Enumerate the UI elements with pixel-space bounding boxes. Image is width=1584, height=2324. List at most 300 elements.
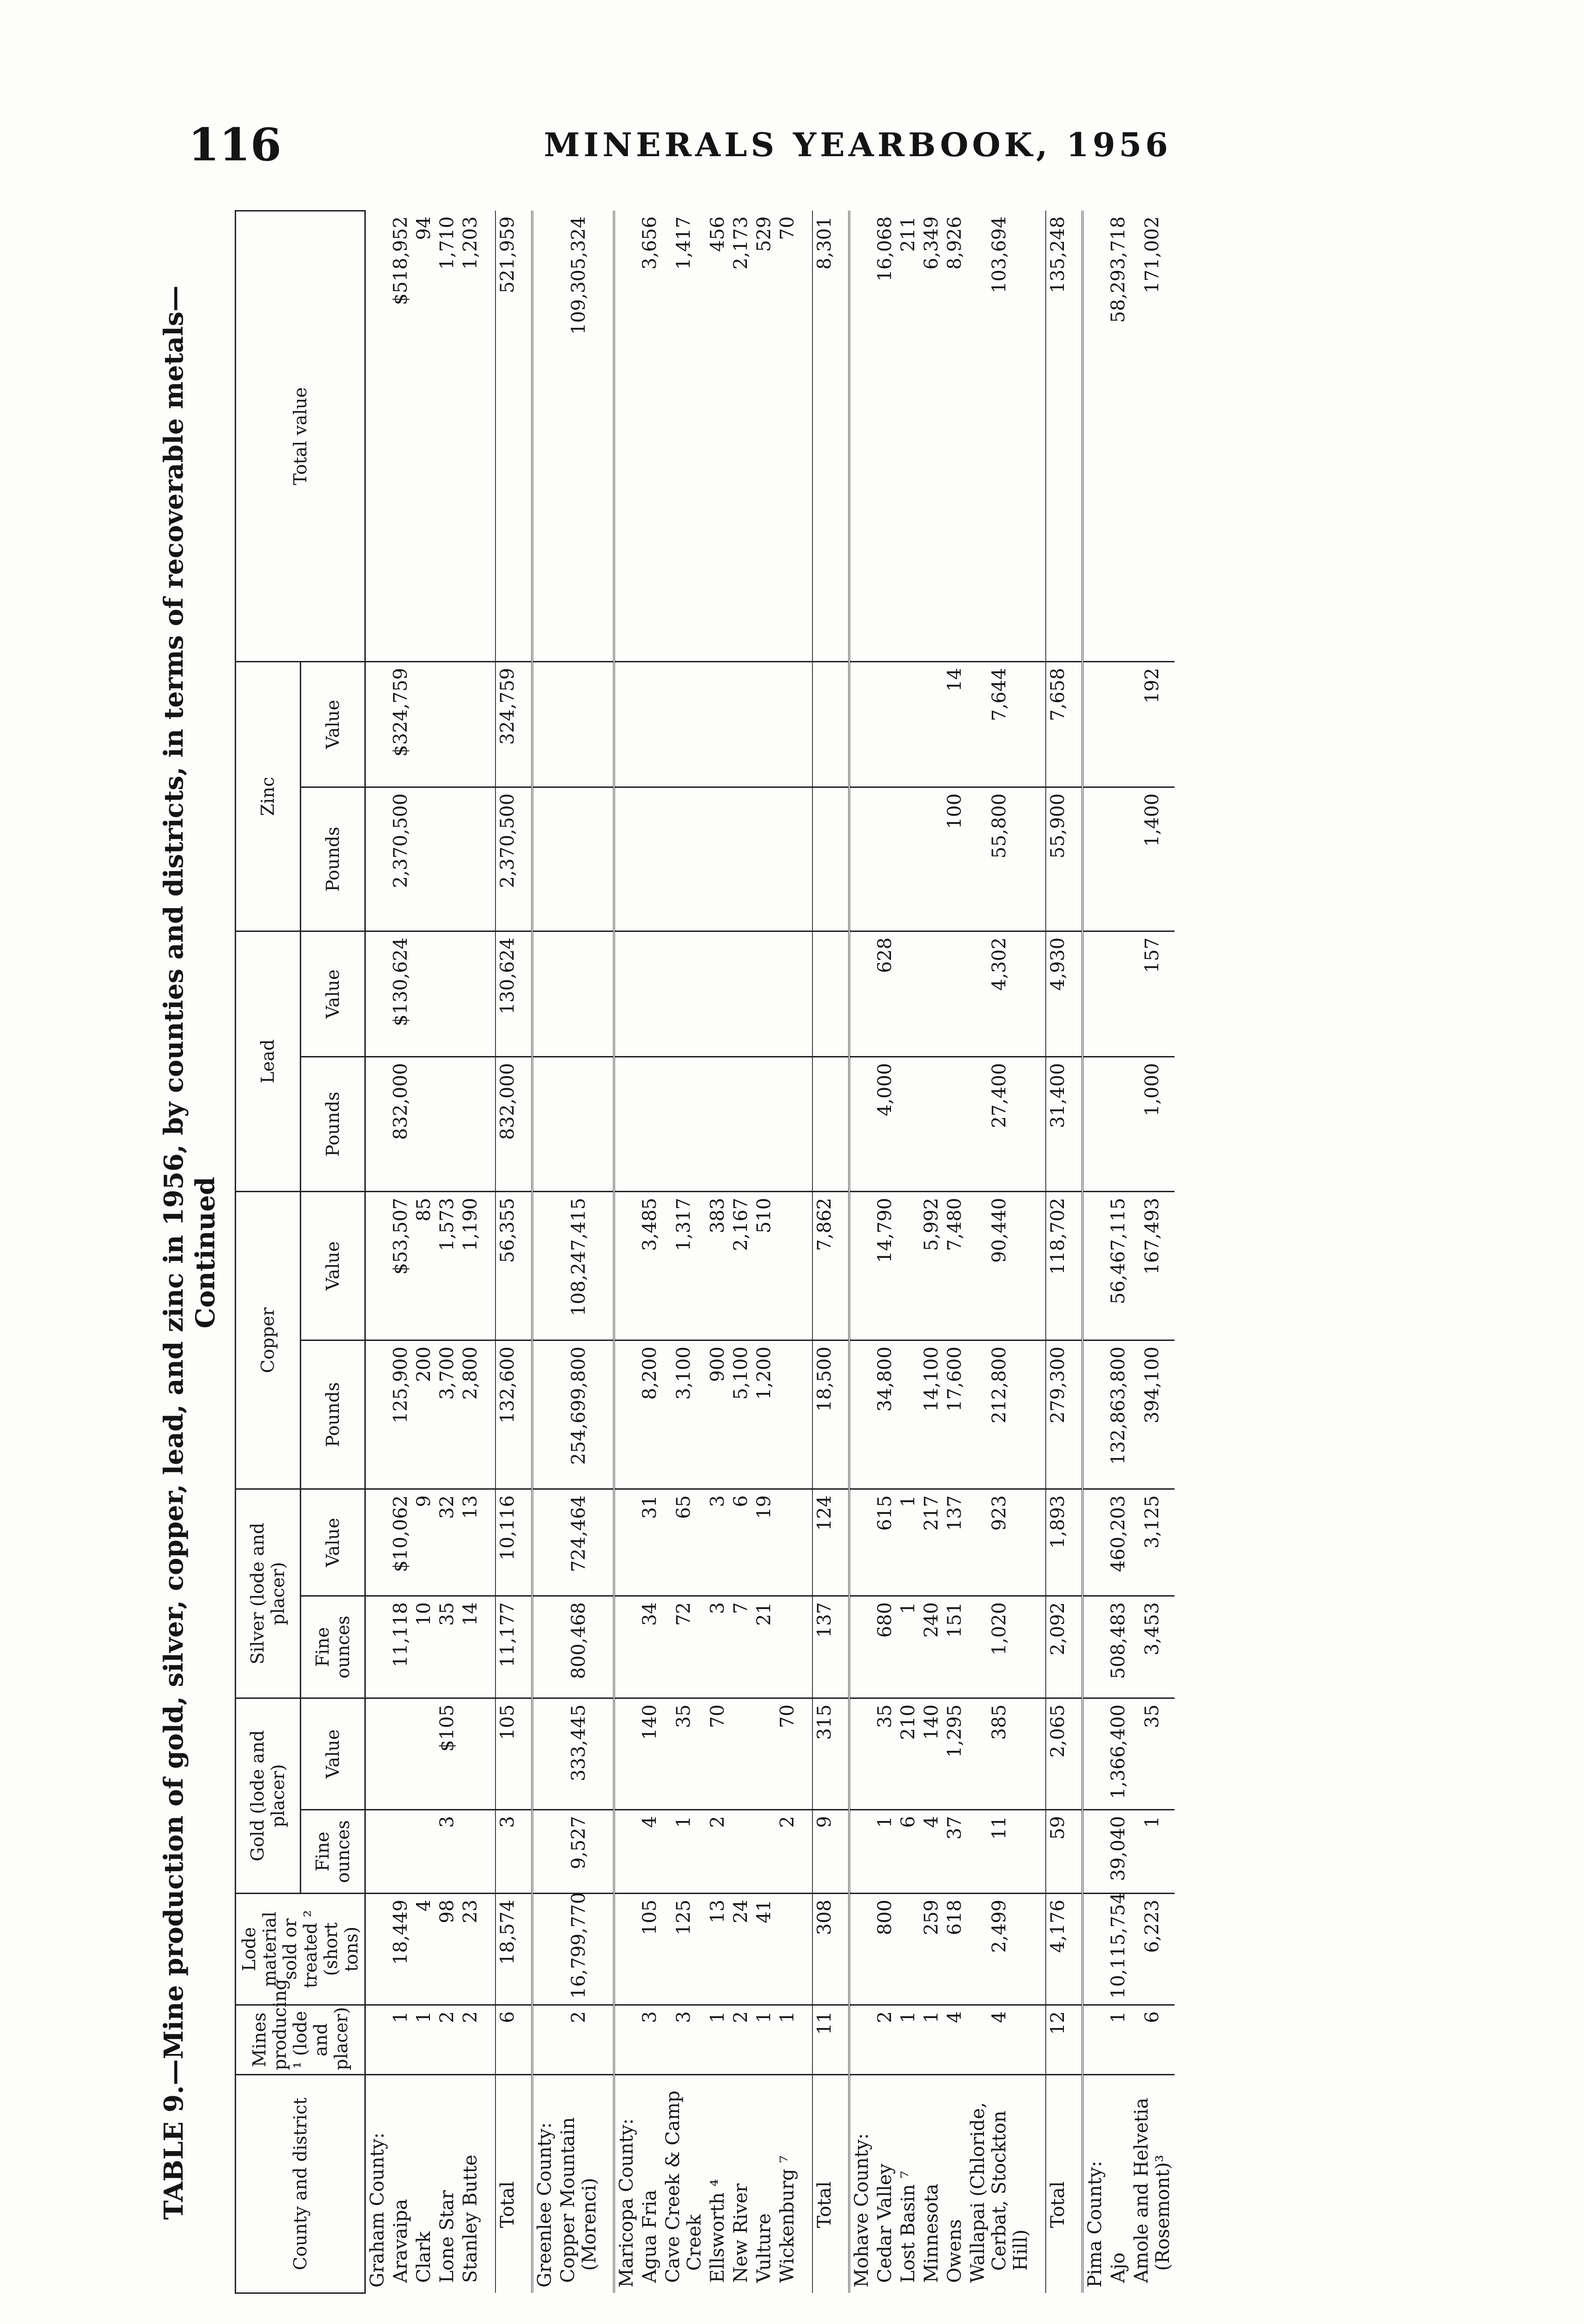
row-label: Mohave County:: [851, 2133, 872, 2288]
spacer-cell: [482, 211, 495, 661]
cell-total: 1,417: [661, 211, 706, 661]
cell-copper-lb: 900: [706, 1340, 729, 1489]
cell-gold-oz: 2: [706, 1810, 729, 1894]
spacer-cell: [1069, 1596, 1082, 1698]
cell-silver-oz: 1,020: [966, 1596, 1032, 1698]
cell-lode: 10,115,754: [1107, 1894, 1130, 2005]
spacer-cell: [519, 1489, 532, 1596]
spacer-cell: [1069, 211, 1082, 661]
cell-zinc-lb: 2,370,500: [389, 787, 412, 931]
cell-silver-val: 6: [729, 1489, 752, 1596]
spacer-cell: [1069, 1340, 1082, 1489]
spacer-cell: [836, 1596, 849, 1698]
cell-zinc-lb: [706, 787, 729, 931]
cell-gold-oz: 39,040: [1107, 1810, 1130, 1894]
row-label: Cave Creek & Camp Creek: [662, 2090, 705, 2283]
col-silver-ounces: Fine ounces: [300, 1596, 365, 1698]
cell-mines: 2: [556, 2005, 601, 2075]
col-gold-value: Value: [300, 1698, 365, 1810]
cell-lode: [614, 1894, 638, 2005]
cell-gold-val: [752, 1698, 776, 1810]
cell-silver-oz: 10: [412, 1596, 436, 1698]
cell-lode: 800: [873, 1894, 897, 2005]
cell-mines: 4: [966, 2005, 1032, 2075]
cell-total: 103,694: [966, 211, 1032, 661]
spacer-cell: [1032, 1698, 1046, 1810]
cell-lode: 18,574: [495, 1894, 519, 2005]
cell-silver-oz: 7: [729, 1596, 752, 1698]
cell-lode: 18,449: [389, 1894, 412, 2005]
cell-lead-lb: 832,000: [389, 1056, 412, 1191]
caption-line-1: TABLE 9.—Mine production of gold, silver, copper, lead, and zinc in 1956, by counties and districts, in terms of recoverable metals—: [158, 285, 189, 2220]
row-spacer: [482, 211, 495, 2293]
cell-gold-oz: 37: [943, 1810, 966, 1894]
cell-copper-val: [849, 1191, 873, 1340]
cell-zinc-val: 7,644: [966, 661, 1032, 787]
cell-lode: 259: [920, 1894, 943, 2005]
cell-lode: 105: [638, 1894, 661, 2005]
spacer-cell: [519, 787, 532, 931]
cell-mines: 12: [1046, 2005, 1069, 2075]
row-label: Vulture: [753, 2213, 775, 2283]
cell-lead-lb: [729, 1056, 752, 1191]
cell-lead-val: [436, 931, 459, 1056]
cell-silver-val: 10,116: [495, 1489, 519, 1596]
district-row: [1130, 211, 1175, 2293]
cell-lode: 4: [412, 1894, 436, 2005]
cell-lead-val: [943, 931, 966, 1056]
cell-copper-lb: 254,699,800: [556, 1340, 601, 1489]
spacer-cell: [482, 1191, 495, 1340]
cell-gold-oz: 3: [495, 1810, 519, 1894]
cell-total: 135,248: [1046, 211, 1069, 661]
cell-silver-val: 724,464: [556, 1489, 601, 1596]
row-label: Pima County:: [1084, 2160, 1106, 2288]
spacer-cell: [799, 2005, 812, 2075]
cell-copper-lb: 18,500: [812, 1340, 836, 1489]
cell-gold-val: 315: [812, 1698, 836, 1810]
cell-mines: [365, 2005, 389, 2075]
cell-copper-val: 7,862: [812, 1191, 836, 1340]
cell-copper-val: 1,190: [459, 1191, 482, 1340]
spacer-cell: [1069, 2005, 1082, 2075]
col-copper-value: Value: [300, 1191, 365, 1340]
cell-lead-lb: [897, 1056, 920, 1191]
cell-mines: 1: [776, 2005, 799, 2075]
cell-lead-val: [812, 931, 836, 1056]
cell-zinc-val: [436, 661, 459, 787]
cell-lode: 98: [436, 1894, 459, 2005]
cell-total: 16,068: [873, 211, 897, 661]
cell-silver-val: 9: [412, 1489, 436, 1596]
spacer-cell: [799, 787, 812, 931]
cell-zinc-lb: [1107, 787, 1130, 931]
cell-lode: 24: [729, 1894, 752, 2005]
spacer-cell: [601, 2005, 614, 2075]
cell-silver-val: 1,893: [1046, 1489, 1069, 1596]
spacer-cell: [1069, 1698, 1082, 1810]
cell-gold-val: [412, 1698, 436, 1810]
cell-zinc-lb: 2,370,500: [495, 787, 519, 931]
cell-gold-val: [532, 1698, 556, 1810]
cell-mines: 1: [752, 2005, 776, 2075]
district-row: [776, 211, 799, 2293]
district-row: [752, 211, 776, 2293]
spacer-cell: [1032, 1810, 1046, 1894]
cell-zinc-val: [1082, 661, 1107, 787]
cell-silver-val: 19: [752, 1489, 776, 1596]
cell-gold-oz: 9: [812, 1810, 836, 1894]
cell-silver-oz: [849, 1596, 873, 1698]
spacer-cell: [1069, 931, 1082, 1056]
cell-gold-oz: 6: [897, 1810, 920, 1894]
spacer-cell: [1069, 2075, 1082, 2293]
cell-lead-val: [459, 931, 482, 1056]
cell-lode: 4,176: [1046, 1894, 1069, 2005]
col-gold: Gold (lode and placer): [236, 1698, 301, 1894]
spacer-cell: [1069, 1489, 1082, 1596]
cell-copper-lb: [614, 1340, 638, 1489]
cell-copper-lb: 279,300: [1046, 1340, 1069, 1489]
cell-copper-lb: [897, 1340, 920, 1489]
row-label: Owens: [944, 2219, 965, 2283]
cell-silver-oz: 240: [920, 1596, 943, 1698]
cell-gold-oz: 1: [1130, 1810, 1175, 1894]
cell-gold-oz: [1082, 1810, 1107, 1894]
cell-zinc-lb: 1,400: [1130, 787, 1175, 931]
spacer-cell: [482, 1340, 495, 1489]
cell-zinc-lb: [1082, 787, 1107, 931]
spacer-cell: [519, 2075, 532, 2293]
cell-gold-oz: [849, 1810, 873, 1894]
cell-copper-lb: 3,700: [436, 1340, 459, 1489]
cell-zinc-lb: [436, 787, 459, 931]
cell-total: 8,301: [812, 211, 836, 661]
cell-lead-lb: [920, 1056, 943, 1191]
cell-gold-val: [849, 1698, 873, 1810]
cell-lead-val: [706, 931, 729, 1056]
cell-lead-val: [1082, 931, 1107, 1056]
spacer-cell: [1032, 931, 1046, 1056]
spacer-cell: [1032, 787, 1046, 931]
spacer-cell: [836, 1698, 849, 1810]
cell-copper-lb: 34,800: [873, 1340, 897, 1489]
cell-lead-val: [614, 931, 638, 1056]
cell-mines: 1: [412, 2005, 436, 2075]
cell-zinc-lb: 100: [943, 787, 966, 931]
county-row: [849, 211, 873, 2293]
spacer-cell: [799, 1698, 812, 1810]
cell-lead-lb: [943, 1056, 966, 1191]
county-row: [532, 211, 556, 2293]
spacer-cell: [1032, 2005, 1046, 2075]
spacer-cell: [482, 1698, 495, 1810]
cell-silver-val: 460,203: [1107, 1489, 1130, 1596]
spacer-cell: [799, 1894, 812, 2005]
cell-silver-oz: 1: [897, 1596, 920, 1698]
spacer-cell: [519, 1056, 532, 1191]
cell-gold-oz: [389, 1810, 412, 1894]
cell-silver-val: 3,125: [1130, 1489, 1175, 1596]
cell-mines: [849, 2005, 873, 2075]
cell-gold-val: [389, 1698, 412, 1810]
cell-gold-val: 140: [920, 1698, 943, 1810]
spacer-cell: [1032, 1340, 1046, 1489]
cell-zinc-val: [614, 661, 638, 787]
cell-lead-val: $130,624: [389, 931, 412, 1056]
county-row: [365, 211, 389, 2293]
cell-silver-oz: 3: [706, 1596, 729, 1698]
spacer-cell: [1069, 787, 1082, 931]
cell-gold-oz: [412, 1810, 436, 1894]
col-lead: Lead: [236, 931, 301, 1191]
col-gold-ounces: Fine ounces: [300, 1810, 365, 1894]
cell-lead-val: 628: [873, 931, 897, 1056]
cell-total: [365, 211, 389, 661]
spacer-cell: [519, 661, 532, 787]
spacer-cell: [836, 211, 849, 661]
cell-zinc-lb: [752, 787, 776, 931]
district-row: [966, 211, 1032, 2293]
total-row: [1046, 211, 1069, 2293]
cell-total: 211: [897, 211, 920, 661]
row-label: Clark: [413, 2231, 435, 2283]
cell-copper-val: 118,702: [1046, 1191, 1069, 1340]
spacer-cell: [601, 661, 614, 787]
cell-lead-val: [776, 931, 799, 1056]
spacer-cell: [601, 1698, 614, 1810]
cell-zinc-lb: [556, 787, 601, 931]
spacer-cell: [1069, 1056, 1082, 1191]
cell-silver-oz: 800,468: [556, 1596, 601, 1698]
cell-silver-oz: 508,483: [1107, 1596, 1130, 1698]
cell-zinc-val: 14: [943, 661, 966, 787]
cell-silver-oz: 21: [752, 1596, 776, 1698]
cell-total: 58,293,718: [1107, 211, 1130, 661]
cell-zinc-lb: [776, 787, 799, 931]
cell-copper-lb: [849, 1340, 873, 1489]
cell-mines: 11: [812, 2005, 836, 2075]
section-divider: [601, 211, 614, 2293]
table-body: [365, 211, 1175, 2293]
spacer-cell: [1069, 1894, 1082, 2005]
cell-lead-val: 157: [1130, 931, 1175, 1056]
cell-zinc-val: [706, 661, 729, 787]
spacer-cell: [601, 1191, 614, 1340]
spacer-cell: [519, 211, 532, 661]
cell-copper-val: 510: [752, 1191, 776, 1340]
row-label: Stanley Butte: [460, 2154, 481, 2283]
cell-lead-lb: [556, 1056, 601, 1191]
cell-silver-oz: [776, 1596, 799, 1698]
cell-silver-val: 217: [920, 1489, 943, 1596]
cell-copper-lb: 8,200: [638, 1340, 661, 1489]
cell-zinc-val: [661, 661, 706, 787]
row-spacer: [1032, 211, 1046, 2293]
cell-copper-lb: 1,200: [752, 1340, 776, 1489]
cell-mines: 1: [920, 2005, 943, 2075]
cell-copper-lb: [532, 1340, 556, 1489]
cell-total: 70: [776, 211, 799, 661]
cell-silver-val: $10,062: [389, 1489, 412, 1596]
cell-mines: [1082, 2005, 1107, 2075]
spacer-cell: [519, 1340, 532, 1489]
spacer-cell: [799, 1191, 812, 1340]
district-row: [556, 211, 601, 2293]
cell-zinc-val: [873, 661, 897, 787]
col-zinc: Zinc: [236, 661, 301, 931]
spacer-cell: [1032, 1489, 1046, 1596]
spacer-cell: [836, 1894, 849, 2005]
spacer-cell: [519, 931, 532, 1056]
cell-silver-oz: 151: [943, 1596, 966, 1698]
row-label: Aravaipa: [390, 2199, 411, 2283]
cell-lead-val: [412, 931, 436, 1056]
cell-gold-oz: [614, 1810, 638, 1894]
district-row: [943, 211, 966, 2293]
cell-lead-val: [365, 931, 389, 1056]
cell-silver-val: [1082, 1489, 1107, 1596]
cell-zinc-lb: [412, 787, 436, 931]
cell-zinc-val: 324,759: [495, 661, 519, 787]
cell-mines: [532, 2005, 556, 2075]
spacer-cell: [836, 2005, 849, 2075]
section-divider: [1069, 211, 1082, 2293]
cell-silver-oz: 680: [873, 1596, 897, 1698]
cell-lead-val: 130,624: [495, 931, 519, 1056]
col-copper-pounds: Pounds: [300, 1340, 365, 1489]
cell-zinc-val: [776, 661, 799, 787]
cell-silver-oz: 11,177: [495, 1596, 519, 1698]
cell-copper-val: 90,440: [966, 1191, 1032, 1340]
district-row: [389, 211, 412, 2293]
cell-silver-val: 3: [706, 1489, 729, 1596]
cell-copper-lb: [1082, 1340, 1107, 1489]
cell-silver-val: 31: [638, 1489, 661, 1596]
cell-copper-val: 1,573: [436, 1191, 459, 1340]
cell-zinc-lb: [812, 787, 836, 931]
cell-zinc-lb: [614, 787, 638, 931]
cell-lode: 23: [459, 1894, 482, 2005]
spacer-cell: [836, 1810, 849, 1894]
cell-lead-lb: 31,400: [1046, 1056, 1069, 1191]
cell-gold-val: 140: [638, 1698, 661, 1810]
cell-copper-lb: 132,863,800: [1107, 1340, 1130, 1489]
cell-silver-val: 65: [661, 1489, 706, 1596]
cell-zinc-val: [459, 661, 482, 787]
district-row: [706, 211, 729, 2293]
cell-lead-lb: [532, 1056, 556, 1191]
cell-gold-val: [365, 1698, 389, 1810]
page-number: 116: [188, 119, 282, 171]
cell-mines: 6: [1130, 2005, 1175, 2075]
col-silver-value: Value: [300, 1489, 365, 1596]
cell-lead-lb: [776, 1056, 799, 1191]
rotated-table-block: [158, 207, 1413, 2298]
cell-zinc-lb: [532, 787, 556, 931]
spacer-cell: [482, 931, 495, 1056]
cell-lead-val: [532, 931, 556, 1056]
cell-copper-lb: 2,800: [459, 1340, 482, 1489]
row-label: New River: [730, 2183, 752, 2283]
total-row: [495, 211, 519, 2293]
spacer-cell: [482, 2005, 495, 2075]
cell-lode: 41: [752, 1894, 776, 2005]
spacer-cell: [1032, 1596, 1046, 1698]
cell-gold-val: $105: [436, 1698, 459, 1810]
cell-silver-oz: [532, 1596, 556, 1698]
cell-zinc-lb: 55,800: [966, 787, 1032, 931]
cell-gold-oz: 3: [436, 1810, 459, 1894]
cell-gold-val: 70: [776, 1698, 799, 1810]
cell-copper-lb: [365, 1340, 389, 1489]
cell-zinc-val: [556, 661, 601, 787]
cell-silver-val: 32: [436, 1489, 459, 1596]
district-row: [897, 211, 920, 2293]
cell-gold-oz: 1: [873, 1810, 897, 1894]
cell-silver-val: 124: [812, 1489, 836, 1596]
district-row: [920, 211, 943, 2293]
cell-silver-val: 13: [459, 1489, 482, 1596]
cell-zinc-val: 192: [1130, 661, 1175, 787]
cell-lead-val: 4,930: [1046, 931, 1069, 1056]
row-label: Maricopa County:: [616, 2118, 637, 2288]
cell-gold-oz: [459, 1810, 482, 1894]
cell-total: 3,656: [638, 211, 661, 661]
cell-silver-oz: 72: [661, 1596, 706, 1698]
spacer-cell: [799, 1340, 812, 1489]
col-lode: Lode material sold or treated ² (short tons): [236, 1894, 365, 2005]
spacer-cell: [482, 1596, 495, 1698]
cell-silver-oz: [1082, 1596, 1107, 1698]
row-label: Graham County:: [367, 2132, 388, 2288]
spacer-cell: [482, 661, 495, 787]
district-row: [729, 211, 752, 2293]
spacer-cell: [1032, 211, 1046, 661]
cell-zinc-val: [897, 661, 920, 787]
cell-lode: [849, 1894, 873, 2005]
cell-lead-lb: [365, 1056, 389, 1191]
cell-copper-val: [614, 1191, 638, 1340]
cell-silver-oz: 34: [638, 1596, 661, 1698]
cell-zinc-lb: [638, 787, 661, 931]
cell-zinc-lb: [873, 787, 897, 931]
cell-lead-lb: 832,000: [495, 1056, 519, 1191]
cell-zinc-lb: [729, 787, 752, 931]
cell-lode: 125: [661, 1894, 706, 2005]
cell-lode: 13: [706, 1894, 729, 2005]
spacer-cell: [482, 787, 495, 931]
cell-lead-lb: [752, 1056, 776, 1191]
row-label: Lone Star: [436, 2190, 458, 2283]
cell-mines: 2: [459, 2005, 482, 2075]
cell-mines: [614, 2005, 638, 2075]
cell-copper-lb: 212,800: [966, 1340, 1032, 1489]
cell-silver-oz: [614, 1596, 638, 1698]
cell-gold-oz: [532, 1810, 556, 1894]
cell-zinc-val: [849, 661, 873, 787]
spacer-cell: [519, 2005, 532, 2075]
spacer-cell: [836, 787, 849, 931]
cell-copper-lb: [776, 1340, 799, 1489]
cell-copper-lb: 3,100: [661, 1340, 706, 1489]
section-divider: [836, 211, 849, 2293]
cell-copper-val: [897, 1191, 920, 1340]
cell-copper-val: 56,467,115: [1107, 1191, 1130, 1340]
district-row: [459, 211, 482, 2293]
cell-lead-val: [661, 931, 706, 1056]
spacer-cell: [601, 787, 614, 931]
